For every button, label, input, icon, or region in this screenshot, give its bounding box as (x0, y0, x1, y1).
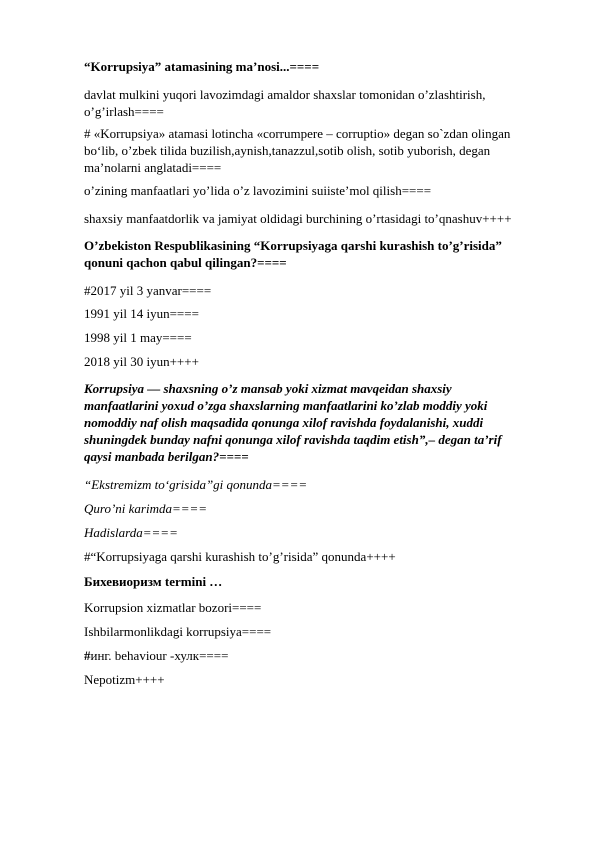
answer-4-1: Korrupsion xizmatlar bozori==== (84, 600, 262, 615)
question-2-line-1: O’zbekiston Respublikasining “Korrupsiyaga qarshi kurashish to’g’risida” (84, 238, 502, 253)
answer-1-1-line-2: o’g’irlash==== (84, 104, 164, 119)
question-3-line-4: shuningdek bunday nafni qonunga xilof ravishda taqdim etish”,– degan ta’rif (84, 432, 502, 447)
question-2-line-2: qonuni qachon qabul qilingan?==== (84, 255, 287, 270)
answer-2-3: 1998 yil 1 may==== (84, 330, 192, 345)
answer-3-3: Hadislarda==== (84, 525, 178, 540)
answer-1-1-line-1: davlat mulkini yuqori lavozimdagi amaldor shaxslar tomonidan o’zlashtirish, (84, 87, 486, 102)
answer-4-4: Nepotizm++++ (84, 672, 165, 687)
answer-1-4: shaxsiy manfaatdorlik va jamiyat oldidagi burchining o’rtasidagi to’qnashuv++++ (84, 211, 512, 226)
answer-4-3-marker: # (84, 648, 91, 663)
answer-2-4: 2018 yil 30 iyun++++ (84, 354, 199, 369)
answer-2-2: 1991 yil 14 iyun==== (84, 306, 199, 321)
question-4: Бихевиоризм termini … (84, 574, 223, 589)
answer-2-1: #2017 yil 3 yanvar==== (84, 283, 212, 298)
answer-3-4: #“Korrupsiyaga qarshi kurashish to’g’risida” qonunda++++ (84, 549, 396, 564)
question-1: “Korrupsiya” atamasining ma’nosi...==== (84, 59, 320, 74)
answer-4-3-text: инг. behaviour -хулк==== (90, 648, 229, 663)
answer-1-2-line-2: bo‘lib, o’zbek tilida buzilish,aynish,tanazzul,sotib olish, sotib yuborish, degan (84, 143, 491, 158)
answer-4-3 (84, 647, 564, 664)
answer-3-1: “Ekstremizm to‘grisida”gi qonunda==== (84, 477, 308, 492)
answer-1-2-line-3: ma’nolarni anglatadi==== (84, 160, 222, 175)
question-3-line-5: qaysi manbada berilgan?==== (84, 449, 249, 464)
question-3-line-1: Korrupsiya — shaxsning o’z mansab yoki xizmat mavqeidan shaxsiy (84, 381, 452, 396)
question-3-line-2: manfaatlarini yoxud o’zga shaxslarning manfaatlarini ko’zlab moddiy yoki (84, 398, 488, 413)
answer-1-3: o’zining manfaatlari yo’lida o’z lavozimini suiiste’mol qilish==== (84, 183, 432, 198)
answer-1-2-line-1: # «Korrupsiya» atamasi lotincha «corrumpere – corruptio» degan so`zdan olingan (84, 126, 511, 141)
answer-3-2: Quro’ni karimda==== (84, 501, 208, 516)
question-3-line-3: nomoddiy naf olish maqsadida qonunga xilof ravishda foydalanishi, xuddi (84, 415, 484, 430)
answer-4-2: Ishbilarmonlikdagi korrupsiya==== (84, 624, 272, 639)
